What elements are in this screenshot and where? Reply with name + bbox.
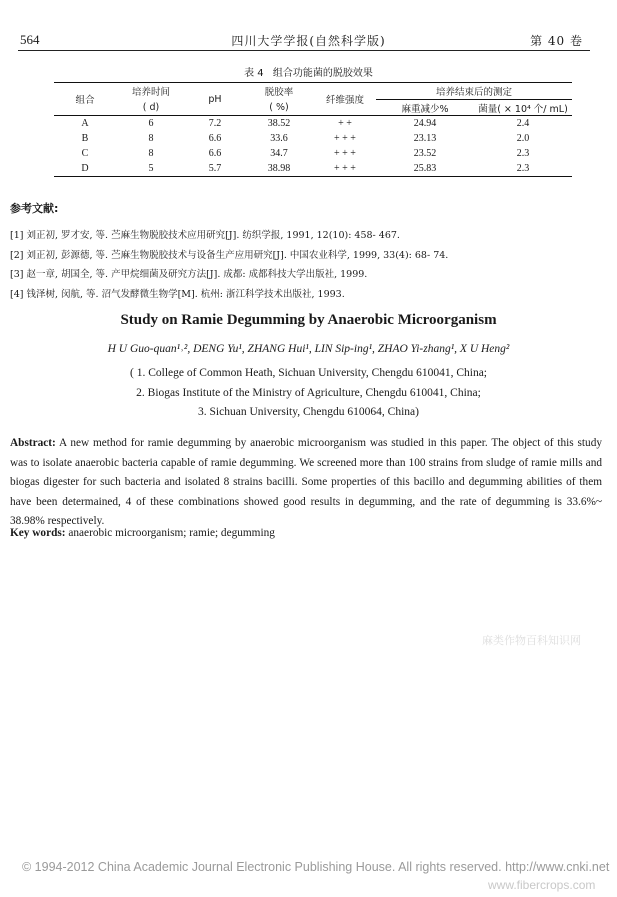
affiliation-line: 3. Sichuan University, Chengdu 610064, China): [198, 406, 419, 418]
cell-ph: 5.7: [186, 161, 244, 177]
author-list: H U Guo-quan¹˒², DENG Yu¹, ZHANG Hui¹, LIN Sip-ing¹, ZHAO Yi-zhang¹, X U Heng²: [107, 343, 510, 355]
reference-item: [2] 刘正初, 彭源德, 等. 苎麻生物脱胶技术与设备生产应用研究[J]. 中国农业科学, 1999, 33(4): 68- 74.: [10, 249, 449, 261]
cell-culture-time: 8: [148, 133, 154, 144]
page-number: 564: [20, 32, 40, 47]
cell-ph: 6.6: [208, 148, 222, 159]
journal-title: 四川大学学报(自然科学版): [231, 34, 386, 48]
header-degumming-rate: 脱胶率: [244, 83, 314, 100]
table-row: [54, 161, 572, 177]
reference-item: [3] 赵一章, 胡国全, 等. 产甲烷细菌及研究方法[J]. 成都: 成都科技大学出版社, 1999.: [10, 269, 368, 281]
running-header: [0, 30, 617, 50]
cell-degumming-rate: 34.7: [270, 148, 288, 159]
cell-degumming-rate: 33.6: [270, 133, 288, 144]
cell-fiber-strength: + + +: [314, 161, 376, 177]
cell-weight-loss: 23.52: [413, 148, 437, 159]
header-group: 组合: [54, 83, 116, 116]
affiliation-line: ( 1. College of Common Heath, Sichuan University, Chengdu 610041, China;: [130, 367, 487, 379]
references-list: [10, 226, 600, 305]
table-row: [54, 146, 572, 161]
cell-degumming-rate: 38.98: [244, 161, 314, 177]
keywords-text: anaerobic microorganism; ramie; degumming: [68, 527, 275, 539]
header-after-culture: 培养结束后的测定: [376, 83, 572, 100]
header-culture-time: 培养时间: [116, 83, 186, 100]
header-culture-time-unit: ( d): [116, 100, 186, 116]
table-row: [54, 116, 572, 132]
volume-label: 第 40 卷: [530, 34, 583, 48]
cell-fiber-strength: + + +: [334, 148, 356, 159]
header-ph: pH: [186, 83, 244, 116]
abstract-label: Abstract:: [10, 437, 56, 449]
cell-group: A: [81, 118, 89, 129]
watermark-url: www.fibercrops.com: [488, 878, 596, 892]
watermark-chinese: 麻类作物百科知识网: [482, 635, 581, 647]
cell-weight-loss: 24.94: [413, 118, 437, 129]
abstract-text: A new method for ramie degumming by anaerobic microorganism was studied in this paper. The object of this study was to isolate anaerobic bacteria capable of ramie degumming. We screened more than 100 strains from sludge of ramie mills and biogas digester for such bacteria and isolated 8 strains bacilli. Some properties of this bacillo and degumming abilities of them have been determained, 4 of these combinations showed good results in degumming, and the rate of degumming is 33.6%~ 38.98% respectively.: [10, 437, 602, 528]
header-weight-loss: 麻重减少%: [376, 100, 474, 116]
cell-bacteria-count: 2.3: [516, 148, 530, 159]
english-title: Study on Ramie Degumming by Anaerobic Microorganism: [120, 312, 497, 328]
cell-fiber-strength: + + +: [334, 133, 356, 144]
table-row: [54, 131, 572, 146]
reference-item: [4] 钱泽树, 闵航, 等. 沼气发酵微生物学[M]. 杭州: 浙江科学技术出版社, 1993.: [10, 289, 345, 301]
cell-degumming-rate: 38.52: [267, 118, 291, 129]
header-degumming-rate-unit: ( %): [244, 100, 314, 116]
cell-ph: 7.2: [208, 118, 222, 129]
header-rule: [18, 50, 590, 51]
cell-culture-time: 5: [116, 161, 186, 177]
cell-weight-loss: 23.13: [413, 133, 437, 144]
cell-culture-time: 8: [148, 148, 154, 159]
references-title: 参考文献:: [10, 202, 59, 215]
reference-item: [1] 刘正初, 罗才安, 等. 苎麻生物脱胶技术应用研究[J]. 纺织学报, 1991, 12(10): 458- 467.: [10, 230, 400, 241]
degumming-results-table: [54, 82, 572, 177]
affiliation-line: 2. Biogas Institute of the Ministry of Agriculture, Chengdu 610041, China;: [136, 387, 481, 399]
cell-group: D: [54, 161, 116, 177]
abstract: [10, 434, 602, 532]
table-caption: [0, 64, 617, 79]
header-fiber-strength: 纤维强度: [314, 83, 376, 116]
keywords: [10, 527, 275, 539]
copyright-notice: © 1994-2012 China Academic Journal Electronic Publishing House. All rights reserved. http://www.cnki.net: [22, 860, 610, 874]
cell-fiber-strength: + +: [338, 118, 352, 129]
keywords-label: Key words:: [10, 527, 66, 539]
cell-ph: 6.6: [208, 133, 222, 144]
cell-bacteria-count: 2.4: [516, 118, 530, 129]
header-bacteria-count: 菌量( × 10⁴ 个/ mL): [474, 100, 572, 116]
cell-weight-loss: 25.83: [376, 161, 474, 177]
cell-bacteria-count: 2.0: [516, 133, 530, 144]
table-label: 表 4: [244, 68, 264, 79]
table-caption-text: 组合功能菌的脱胶效果: [272, 68, 373, 79]
cell-group: C: [81, 148, 89, 159]
cell-culture-time: 6: [148, 118, 154, 129]
cell-bacteria-count: 2.3: [474, 161, 572, 177]
cell-group: B: [81, 133, 89, 144]
